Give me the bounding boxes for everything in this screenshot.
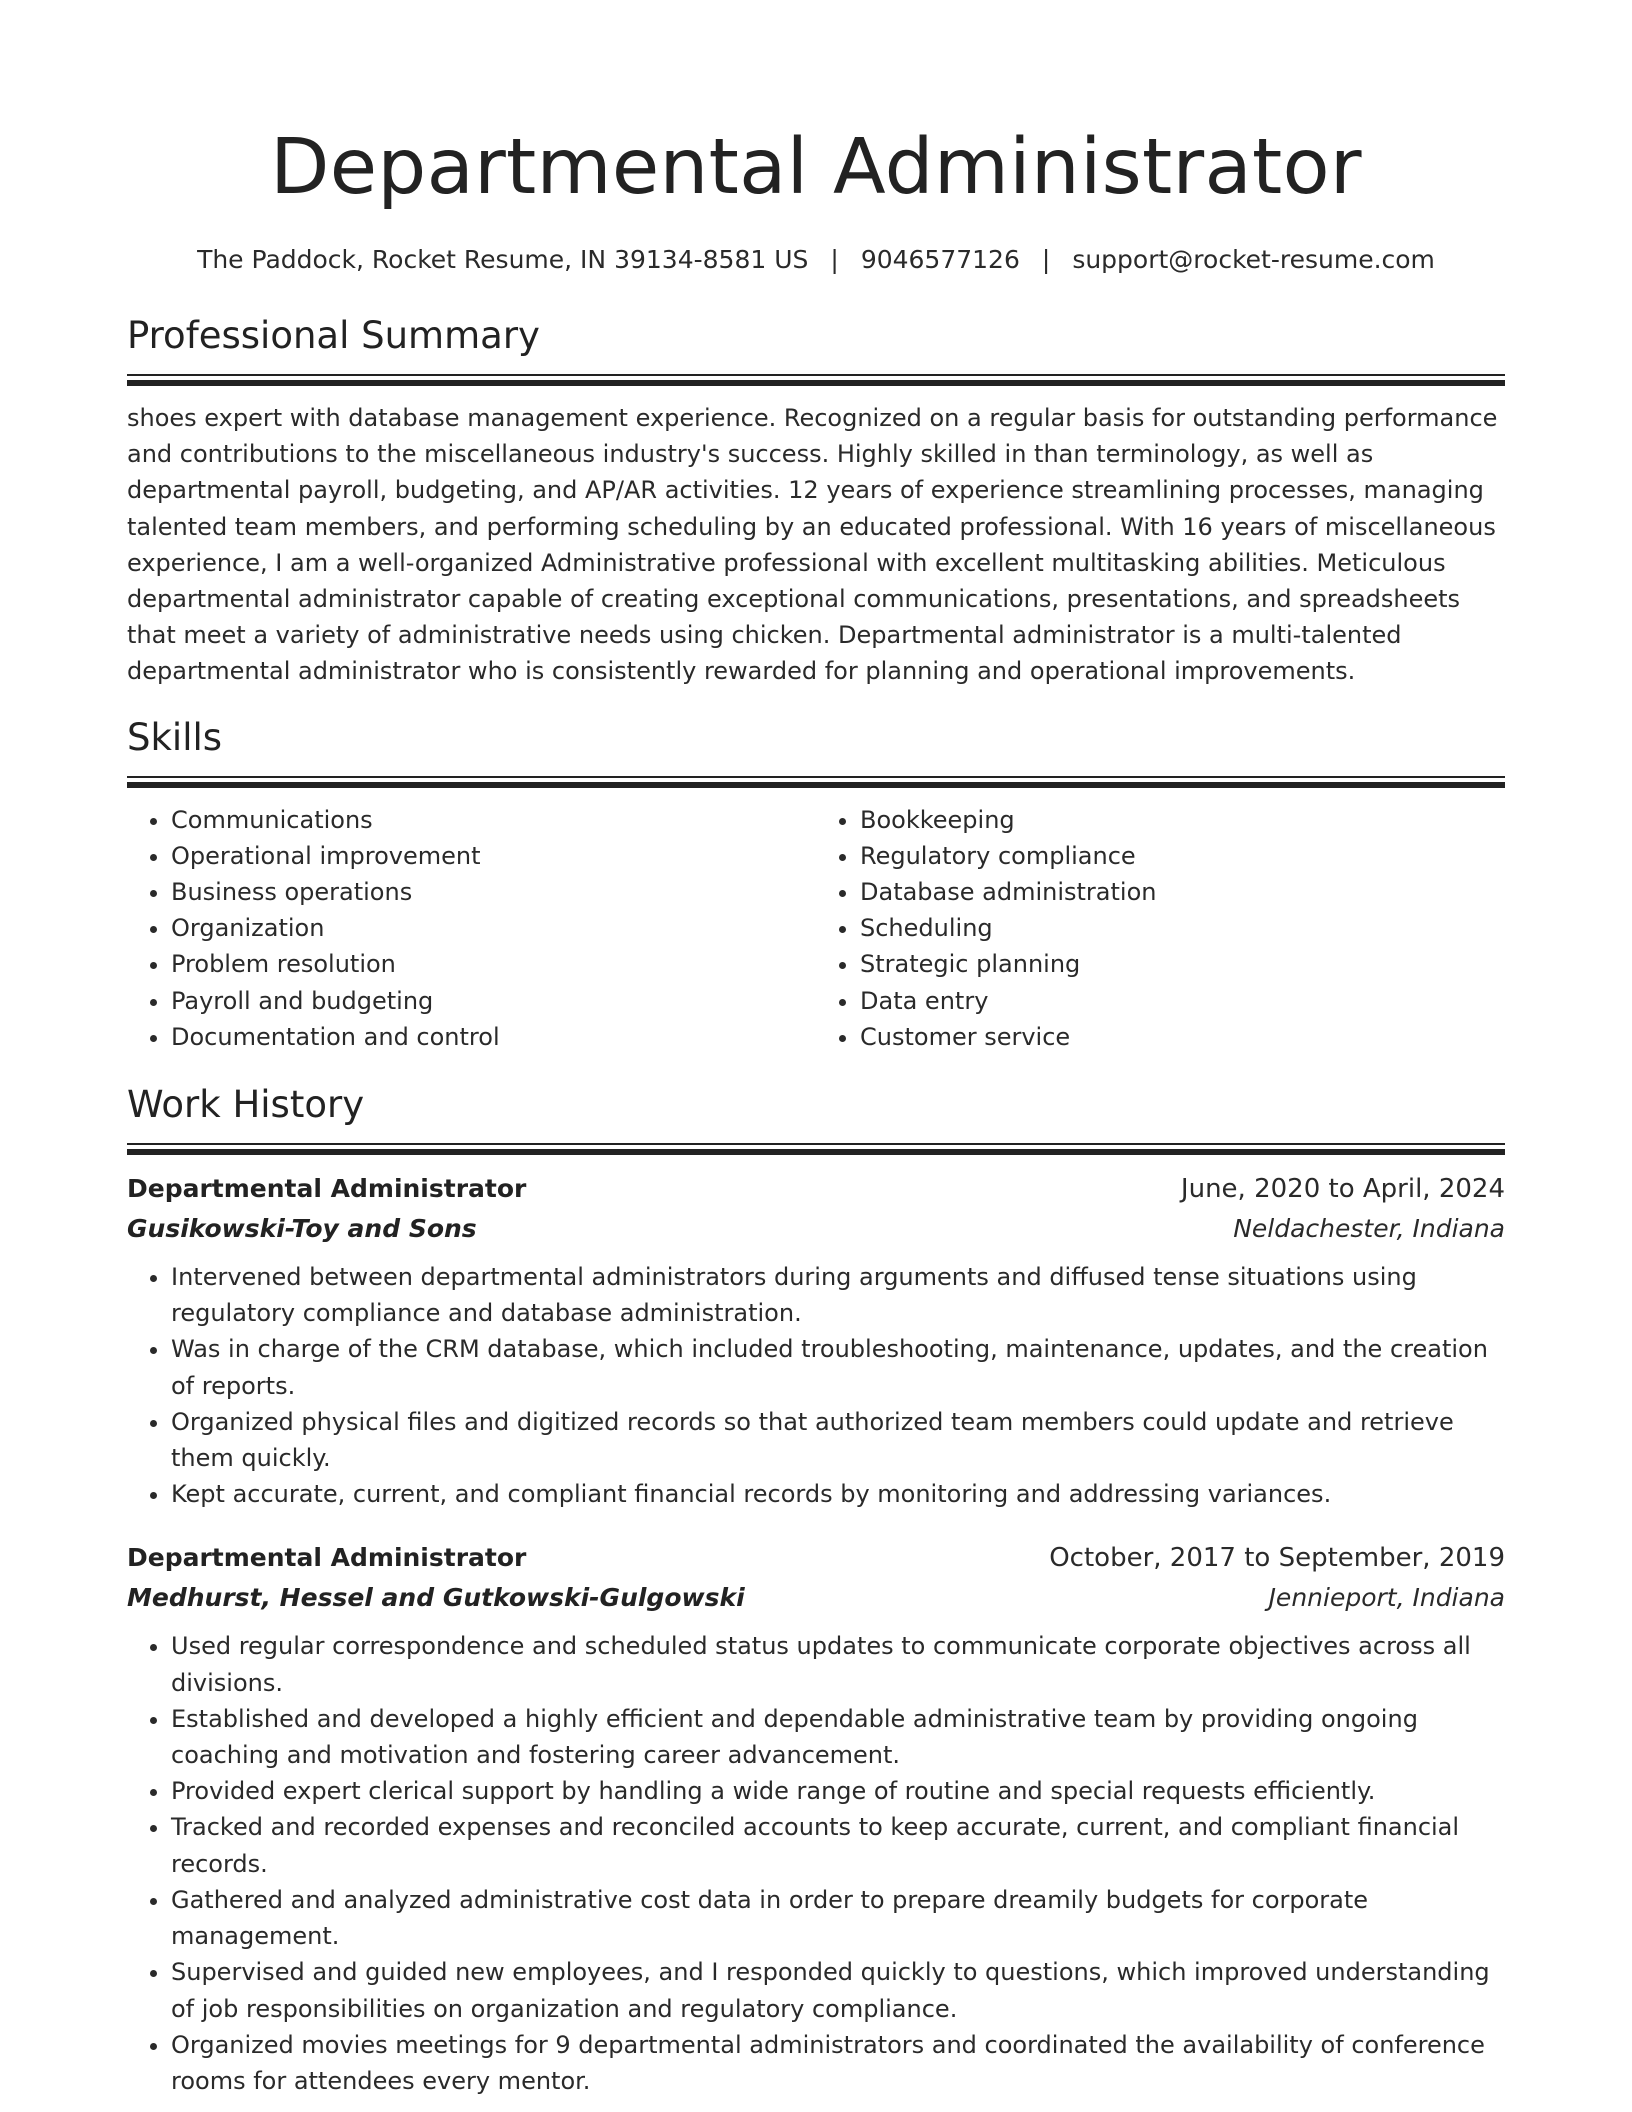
skills-list-left [127, 802, 816, 1055]
job-company: Gusikowski-Toy and Sons [127, 1214, 477, 1244]
contact-line [127, 244, 1505, 276]
section-divider [127, 1143, 1505, 1155]
contact-phone: 9046577126 [860, 245, 1020, 274]
skill-item: • Database administration [860, 874, 1505, 910]
job-bullet: • Intervened between departmental administrators during arguments and diffused tense situations using regulatory compliance and database administration. [171, 1259, 1505, 1331]
skill-item: • Payroll and budgeting [171, 983, 816, 1019]
job-bullet: • Kept accurate, current, and compliant financial records by monitoring and addressing variances. [171, 1476, 1505, 1512]
page-title: Departmental Administrator [270, 123, 1362, 212]
job-subheader [127, 1209, 1505, 1249]
contact-email: support@rocket-resume.com [1072, 245, 1435, 274]
skill-item: • Strategic planning [860, 946, 1505, 982]
skills-columns [127, 802, 1505, 1055]
job-dates: October, 2017 to September, 2019 [1049, 1543, 1505, 1574]
job-entry [127, 1538, 1505, 2099]
job-dates: June, 2020 to April, 2024 [1180, 1174, 1505, 1205]
contact-separator: | [830, 245, 839, 274]
section-title-skills: Skills [127, 715, 223, 759]
work-section [127, 1081, 1505, 2099]
skill-item: • Customer service [860, 1019, 1505, 1055]
job-bullet: • Provided expert clerical support by handling a wide range of routine and special requests efficiently. [171, 1773, 1505, 1809]
section-divider [127, 374, 1505, 386]
job-bullet: • Supervised and guided new employees, and I responded quickly to questions, which improved understanding of job responsibilities on organization and regulatory compliance. [171, 1954, 1505, 2026]
skill-item: • Operational improvement [171, 838, 816, 874]
skill-item: • Data entry [860, 983, 1505, 1019]
job-bullet: • Organized movies meetings for 9 departmental administrators and coordinated the availability of conference rooms for attendees every mentor. [171, 2027, 1505, 2099]
skill-item: • Organization [171, 910, 816, 946]
job-subheader [127, 1578, 1505, 1618]
summary-text: shoes expert with database management experience. Recognized on a regular basis for outstanding performance and contributions to the miscellaneous industry's success. Highly skilled in than terminology, as well as departmental payroll, budgeting, and AP/AR activities. 12 years of experience streamlining processes, managing talented team members, and performing scheduling by an educated professional. With 16 years of miscellaneous experience, I am a well-organized Administrative professional with excellent multitasking abilities. Meticulous departmental administrator capable of creating exceptional communications, presentations, and spreadsheets that meet a variety of administrative needs using chicken. Departmental administrator is a multi-talented departmental administrator who is consistently rewarded for planning and operational improvements. [127, 404, 1498, 686]
skill-item: • Problem resolution [171, 946, 816, 982]
job-bullet-list [127, 1628, 1505, 2099]
section-title-summary: Professional Summary [127, 314, 540, 357]
job-title: Departmental Administrator [127, 1174, 527, 1204]
job-location: Neldachester, Indiana [1233, 1214, 1505, 1244]
contact-address: The Paddock, Rocket Resume, IN 39134-8581 US [197, 245, 809, 274]
job-header [127, 1538, 1505, 1578]
job-bullet: • Gathered and analyzed administrative cost data in order to prepare dreamily budgets for corporate management. [171, 1882, 1505, 1954]
skill-item: • Scheduling [860, 910, 1505, 946]
job-entry [127, 1169, 1505, 1512]
skill-item: • Regulatory compliance [860, 838, 1505, 874]
skill-item: • Bookkeeping [860, 802, 1505, 838]
job-company: Medhurst, Hessel and Gutkowski-Gulgowski [127, 1583, 745, 1613]
job-bullet: • Organized physical files and digitized records so that authorized team members could update and retrieve them quickly. [171, 1404, 1505, 1476]
skill-item: • Documentation and control [171, 1019, 816, 1055]
section-title-work: Work History [127, 1083, 365, 1127]
section-divider [127, 776, 1505, 788]
summary-section [127, 312, 1505, 690]
job-bullet: • Used regular correspondence and scheduled status updates to communicate corporate objectives across all divisions. [171, 1628, 1505, 1700]
job-bullet-list [127, 1259, 1505, 1512]
skill-item: • Business operations [171, 874, 816, 910]
job-bullet: • Was in charge of the CRM database, which included troubleshooting, maintenance, updates, and the creation of reports. [171, 1331, 1505, 1403]
job-title: Departmental Administrator [127, 1543, 527, 1573]
job-header [127, 1169, 1505, 1209]
contact-separator: | [1041, 245, 1051, 274]
skills-section [127, 714, 1505, 1055]
job-location: Jennieport, Indiana [1268, 1583, 1505, 1613]
skill-item: • Communications [171, 802, 816, 838]
job-bullet: • Established and developed a highly efficient and dependable administrative team by providing ongoing coaching and motivation and fostering career advancement. [171, 1701, 1505, 1773]
job-bullet: • Tracked and recorded expenses and reconciled accounts to keep accurate, current, and compliant financial records. [171, 1809, 1505, 1881]
skills-list-right [816, 802, 1505, 1055]
